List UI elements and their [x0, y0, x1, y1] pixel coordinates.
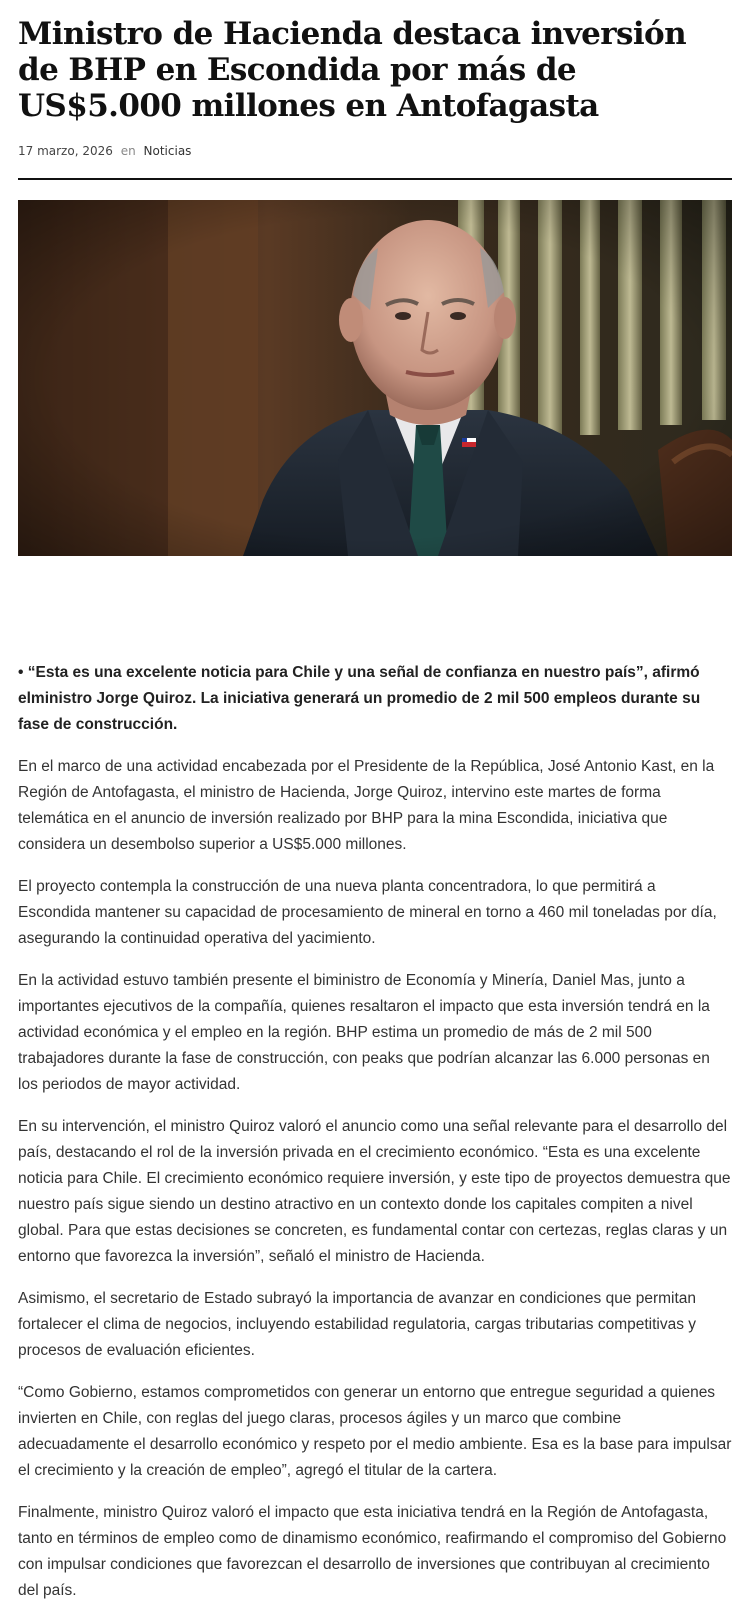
category-link[interactable]: Noticias [143, 144, 192, 158]
post-meta [18, 143, 732, 159]
meta-separator: en [120, 144, 136, 158]
headline: Ministro de Hacienda destaca inversión de BHP en Escondida por más de US$5.000 millones en Antofagasta [18, 16, 687, 124]
portrait-photo-icon [18, 200, 732, 556]
post-date: 17 marzo, 2026 [18, 144, 113, 158]
body-paragraph-2: El proyecto contempla la construcción de una nueva planta concentradora, lo que permitirá a Escondida mantener su capacidad de procesamiento de mineral en torno a 460 mil toneladas por día, asegurando la continuidad operativa del yacimiento. [18, 878, 717, 947]
body-paragraph-3: En la actividad estuvo también presente el biministro de Economía y Minería, Daniel Mas, junto a importantes ejecutivos de la compañía, quienes resaltaron el impacto que esta inversión tendrá en la actividad económica y el empleo en la región. BHP estima un promedio de más de 2 mil 500 trabajadores durante la fase de construcción, con peaks que podrían alcanzar las 6.000 personas en los periodos de mayor actividad. [18, 972, 710, 1093]
body-paragraph-5: Asimismo, el secretario de Estado subrayó la importancia de avanzar en condiciones que permitan fortalecer el clima de negocios, incluyendo estabilidad regulatoria, cargas tributarias competitivas y procesos de evaluación eficientes. [18, 1290, 697, 1359]
body-paragraph-1: En el marco de una actividad encabezada por el Presidente de la República, José Antonio Kast, en la Región de Antofagasta, el ministro de Hacienda, Jorge Quiroz, intervino este martes de forma telemática en el anuncio de inversión realizado por BHP para la mina Escondida, iniciativa que considera un desembolso superior a US$5.000 millones. [18, 758, 715, 853]
article [18, 0, 732, 1604]
body-paragraph-6: “Como Gobierno, estamos comprometidos con generar un entorno que entregue seguridad a quienes invierten en Chile, con reglas del juego claras, procesos ágiles y un marco que combine adecuadamente el desarrollo económico y respeto por el medio ambiente. Esa es la base para impulsar el crecimiento y la creación de empleo”, agregó el titular de la cartera. [18, 1384, 732, 1479]
header-divider [18, 178, 732, 180]
lede-paragraph: • “Esta es una excelente noticia para Chile y una señal de confianza en nuestro país”, afirmó elministro Jorge Quiroz. La iniciativa generará un promedio de 2 mil 500 empleos durante su fase de construcción. [18, 664, 701, 733]
body-paragraph-7: Finalmente, ministro Quiroz valoró el impacto que esta iniciativa tendrá en la Región de Antofagasta, tanto en términos de empleo como de dinamismo económico, reafirmando el compromiso del Gobierno con impulsar condiciones que favorezcan el desarrollo de inversiones que contribuyan al crecimiento del país. [18, 1504, 727, 1599]
body-paragraph-4: En su intervención, el ministro Quiroz valoró el anuncio como una señal relevante para el desarrollo del país, destacando el rol de la inversión privada en el crecimiento económico. “Esta es una excelente noticia para Chile. El crecimiento económico requiere inversión, y este tipo de proyectos demuestra que nuestro país sigue siendo un destino atractivo en un contexto donde los capitales compiten a nivel global. Para que estas decisiones se concreten, es fundamental contar con certezas, reglas claras y un entorno que favorezca la inversión”, señaló el ministro de Hacienda. [18, 1118, 731, 1265]
